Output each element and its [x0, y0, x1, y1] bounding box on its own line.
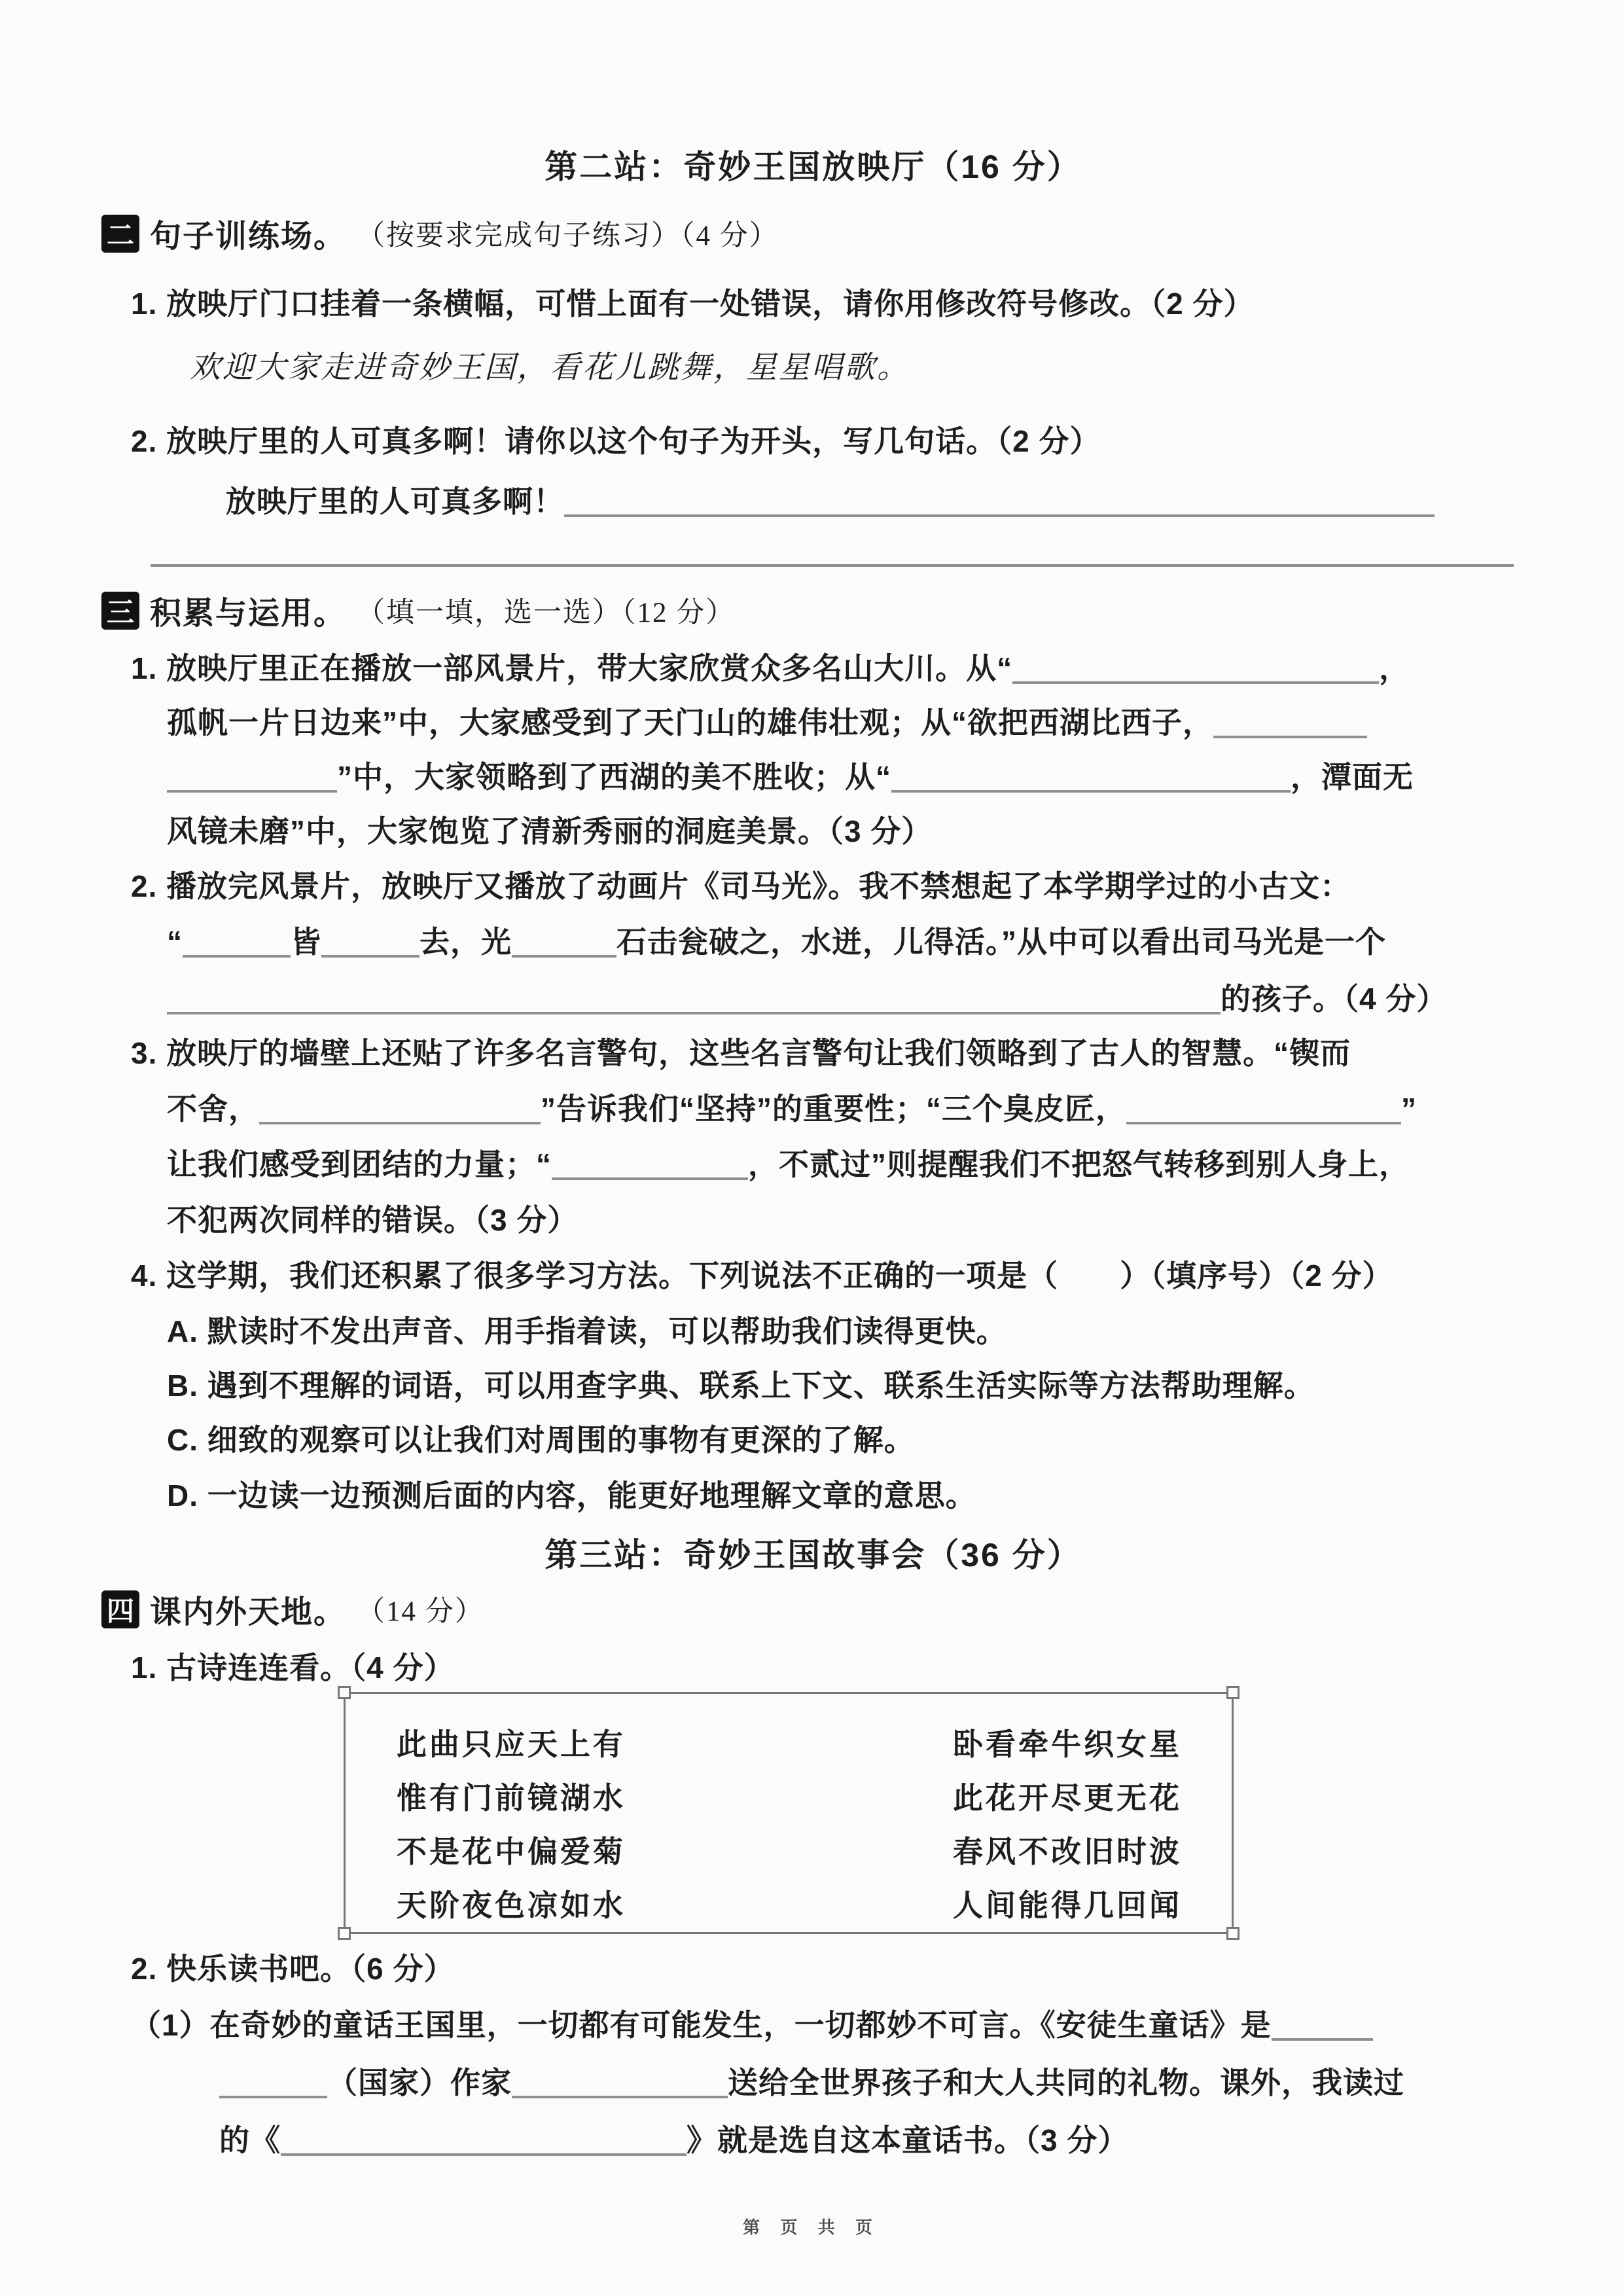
- section4-note: （14 分）: [357, 1596, 484, 1627]
- answer-blank[interactable]: [321, 927, 419, 958]
- corner-ornament-icon: [1226, 1686, 1240, 1699]
- s4-q2-1-line3: [101, 2117, 1525, 2160]
- text-segment: 不犯两次同样的错误。（3 分）: [167, 1203, 579, 1237]
- poem-columns: [346, 1694, 1232, 1932]
- answer-blank[interactable]: [891, 762, 1291, 793]
- answer-blank[interactable]: [183, 927, 291, 958]
- poem-column-right: [953, 1717, 1182, 1932]
- s3-q4-stem: [101, 1252, 1525, 1295]
- text-segment: 放映厅里的人可真多啊！: [226, 484, 564, 518]
- answer-blank[interactable]: [1213, 708, 1367, 738]
- section2-note: （按要求完成句子练习）（4 分）: [357, 221, 779, 251]
- text-segment: 的《: [219, 2123, 281, 2157]
- text-segment: ”告诉我们“坚持”的重要性；“三个臭皮匠，: [541, 1092, 1126, 1126]
- option-label: D. 一边读一边预测后面的内容，能更好地理解文章的意思。: [167, 1479, 976, 1513]
- s3-q2-line2: [101, 918, 1525, 961]
- text-segment: ”: [1401, 1092, 1417, 1126]
- corner-ornament-icon: [338, 1686, 351, 1699]
- section4-title: 课内外天地。: [150, 1595, 347, 1630]
- s3-q4-option-d[interactable]: [101, 1472, 1525, 1515]
- s4-q2-1-line2: [101, 2059, 1525, 2102]
- answer-blank[interactable]: [219, 2068, 327, 2098]
- text-segment: 风镜未磨”中，大家饱览了清新秀丽的洞庭美景。（3 分）: [167, 814, 933, 848]
- section4-header: [101, 1587, 1525, 1632]
- poem-line[interactable]: 此曲只应天上有: [397, 1727, 626, 1761]
- answer-blank[interactable]: [564, 487, 1435, 517]
- text-segment: 不舍，: [167, 1092, 259, 1126]
- poem-matching-box: [344, 1692, 1234, 1934]
- text-segment: 的孩子。（4 分）: [1221, 982, 1448, 1016]
- section3-header: [101, 588, 1525, 633]
- station2-title: 第二站：奇妙王国放映厅（16 分）: [544, 149, 1082, 185]
- text-segment: 欢迎大家走进奇妙王国，看花儿跳舞，星星唱歌。: [190, 351, 910, 385]
- text-segment: 》就是选自这本童话书。（3 分）: [687, 2123, 1129, 2157]
- s4-q1-stem: [101, 1644, 1525, 1687]
- s2-q1-stem: [101, 280, 1525, 323]
- poem-line[interactable]: 卧看牵牛织女星: [953, 1727, 1182, 1761]
- s4-q2-stem: [101, 1945, 1525, 1988]
- corner-ornament-icon: [1226, 1927, 1240, 1940]
- s3-q3-line4: [101, 1196, 1525, 1240]
- text-segment: 让我们感受到团结的力量；“: [167, 1147, 552, 1181]
- answer-blank[interactable]: [1272, 2011, 1373, 2041]
- answer-blank[interactable]: [1126, 1094, 1401, 1124]
- text-segment: 3. 放映厅的墙壁上还贴了许多名言警句，这些名言警句让我们领略到了古人的智慧。“锲而: [131, 1036, 1351, 1070]
- s3-q3-line2: [101, 1085, 1525, 1128]
- text-segment: 1. 放映厅门口挂着一条横幅，可惜上面有一处错误，请你用修改符号修改。（2 分）: [131, 287, 1255, 321]
- option-label: C. 细致的观察可以让我们对周围的事物有更深的了解。: [167, 1423, 915, 1457]
- answer-blank[interactable]: [1012, 654, 1379, 684]
- s3-q4-option-c[interactable]: [101, 1416, 1525, 1460]
- s3-q1-line1: [101, 645, 1525, 688]
- station3-title: 第三站：奇妙王国故事会（36 分）: [544, 1537, 1082, 1573]
- s2-q2-stem: [101, 418, 1525, 461]
- s3-q4-option-b[interactable]: [101, 1362, 1525, 1405]
- s2-q2-answer-line: [101, 478, 1525, 521]
- answer-blank[interactable]: [259, 1094, 541, 1124]
- s3-q2-line3: [101, 975, 1525, 1018]
- text-segment: 石击瓮破之，水迸，儿得活。”从中可以看出司马光是一个: [616, 925, 1386, 959]
- text-segment: ，: [1379, 651, 1410, 685]
- poem-line[interactable]: 不是花中偏爱菊: [397, 1835, 626, 1869]
- section3-title: 积累与运用。: [150, 596, 347, 631]
- section3-note: （填一填，选一选）（12 分）: [357, 598, 736, 628]
- page-footer: 第 页 共 页: [743, 2217, 880, 2237]
- answer-blank[interactable]: [512, 927, 616, 958]
- text-segment: ，潭面无: [1291, 760, 1414, 794]
- s2-q1-banner-sentence[interactable]: [101, 343, 1525, 387]
- poem-line[interactable]: 春风不改旧时波: [953, 1835, 1182, 1869]
- text-segment: 去，光: [419, 925, 512, 959]
- text-segment: 皆: [291, 925, 321, 959]
- text-segment: （1）在奇妙的童话王国里，一切都有可能发生，一切都妙不可言。《安徒生童话》是: [131, 2008, 1272, 2042]
- section2-number-badge: 二: [101, 215, 139, 253]
- text-segment: 2. 播放完风景片，放映厅又播放了动画片《司马光》。我不禁想起了本学期学过的小古文：: [131, 869, 1351, 903]
- answer-blank[interactable]: [167, 762, 337, 793]
- text-segment: “: [167, 925, 183, 959]
- answer-blank[interactable]: [512, 2068, 728, 2098]
- answer-blank[interactable]: [167, 984, 1221, 1014]
- poem-line[interactable]: 天阶夜色凉如水: [397, 1888, 626, 1922]
- answer-blank[interactable]: [552, 1150, 748, 1180]
- text-segment: ”中，大家领略到了西湖的美不胜收；从“: [337, 760, 891, 794]
- text-segment: 2. 快乐读书吧。（6 分）: [131, 1952, 455, 1986]
- poem-line[interactable]: 惟有门前镜湖水: [397, 1781, 626, 1815]
- s3-q4-option-a[interactable]: [101, 1308, 1525, 1351]
- poem-line[interactable]: 人间能得几回闻: [953, 1888, 1182, 1922]
- text-segment: ，不贰过”则提醒我们不把怒气转移到别人身上，: [748, 1147, 1410, 1181]
- answer-blank[interactable]: [281, 2126, 687, 2156]
- text-segment: （国家）作家: [327, 2066, 512, 2100]
- s3-q3-line3: [101, 1141, 1525, 1184]
- text-segment: 1. 放映厅里正在播放一部风景片，带大家欣赏众多名山大川。从“: [131, 651, 1013, 685]
- section3-number-badge: 三: [101, 592, 139, 630]
- s3-q1-line4: [101, 808, 1525, 851]
- answer-blank[interactable]: [151, 564, 1514, 567]
- s4-q2-1-line1: [101, 2001, 1525, 2045]
- poem-column-left: [397, 1717, 953, 1932]
- text-segment: 孤帆一片日边来”中，大家感受到了天门山的雄伟壮观；从“欲把西湖比西子，: [167, 706, 1213, 740]
- s3-q2-line1: [101, 863, 1525, 906]
- text-segment: 2. 放映厅里的人可真多啊！请你以这个句子为开头，写几句话。（2 分）: [131, 424, 1101, 458]
- text-segment: 1. 古诗连连看。（4 分）: [131, 1651, 455, 1685]
- section2-header: [101, 211, 1525, 256]
- text-segment: 4. 这学期，我们还积累了很多学习方法。下列说法不正确的一项是（ ）（填序号）（2 分）: [131, 1259, 1393, 1293]
- section4-number-badge: 四: [101, 1590, 139, 1628]
- text-segment: 送给全世界孩子和大人共同的礼物。课外，我读过: [728, 2066, 1404, 2100]
- option-label: B. 遇到不理解的词语，可以用查字典、联系上下文、联系生活实际等方法帮助理解。: [167, 1369, 1315, 1403]
- poem-line[interactable]: 此花开尽更无花: [953, 1781, 1182, 1815]
- s3-q1-line3: [101, 753, 1525, 797]
- section2-title: 句子训练场。: [150, 219, 347, 254]
- corner-ornament-icon: [338, 1927, 351, 1940]
- option-label: A. 默读时不发出声音、用手指着读，可以帮助我们读得更快。: [167, 1314, 1007, 1348]
- s3-q1-line2: [101, 699, 1525, 742]
- s3-q3-line1: [101, 1030, 1525, 1073]
